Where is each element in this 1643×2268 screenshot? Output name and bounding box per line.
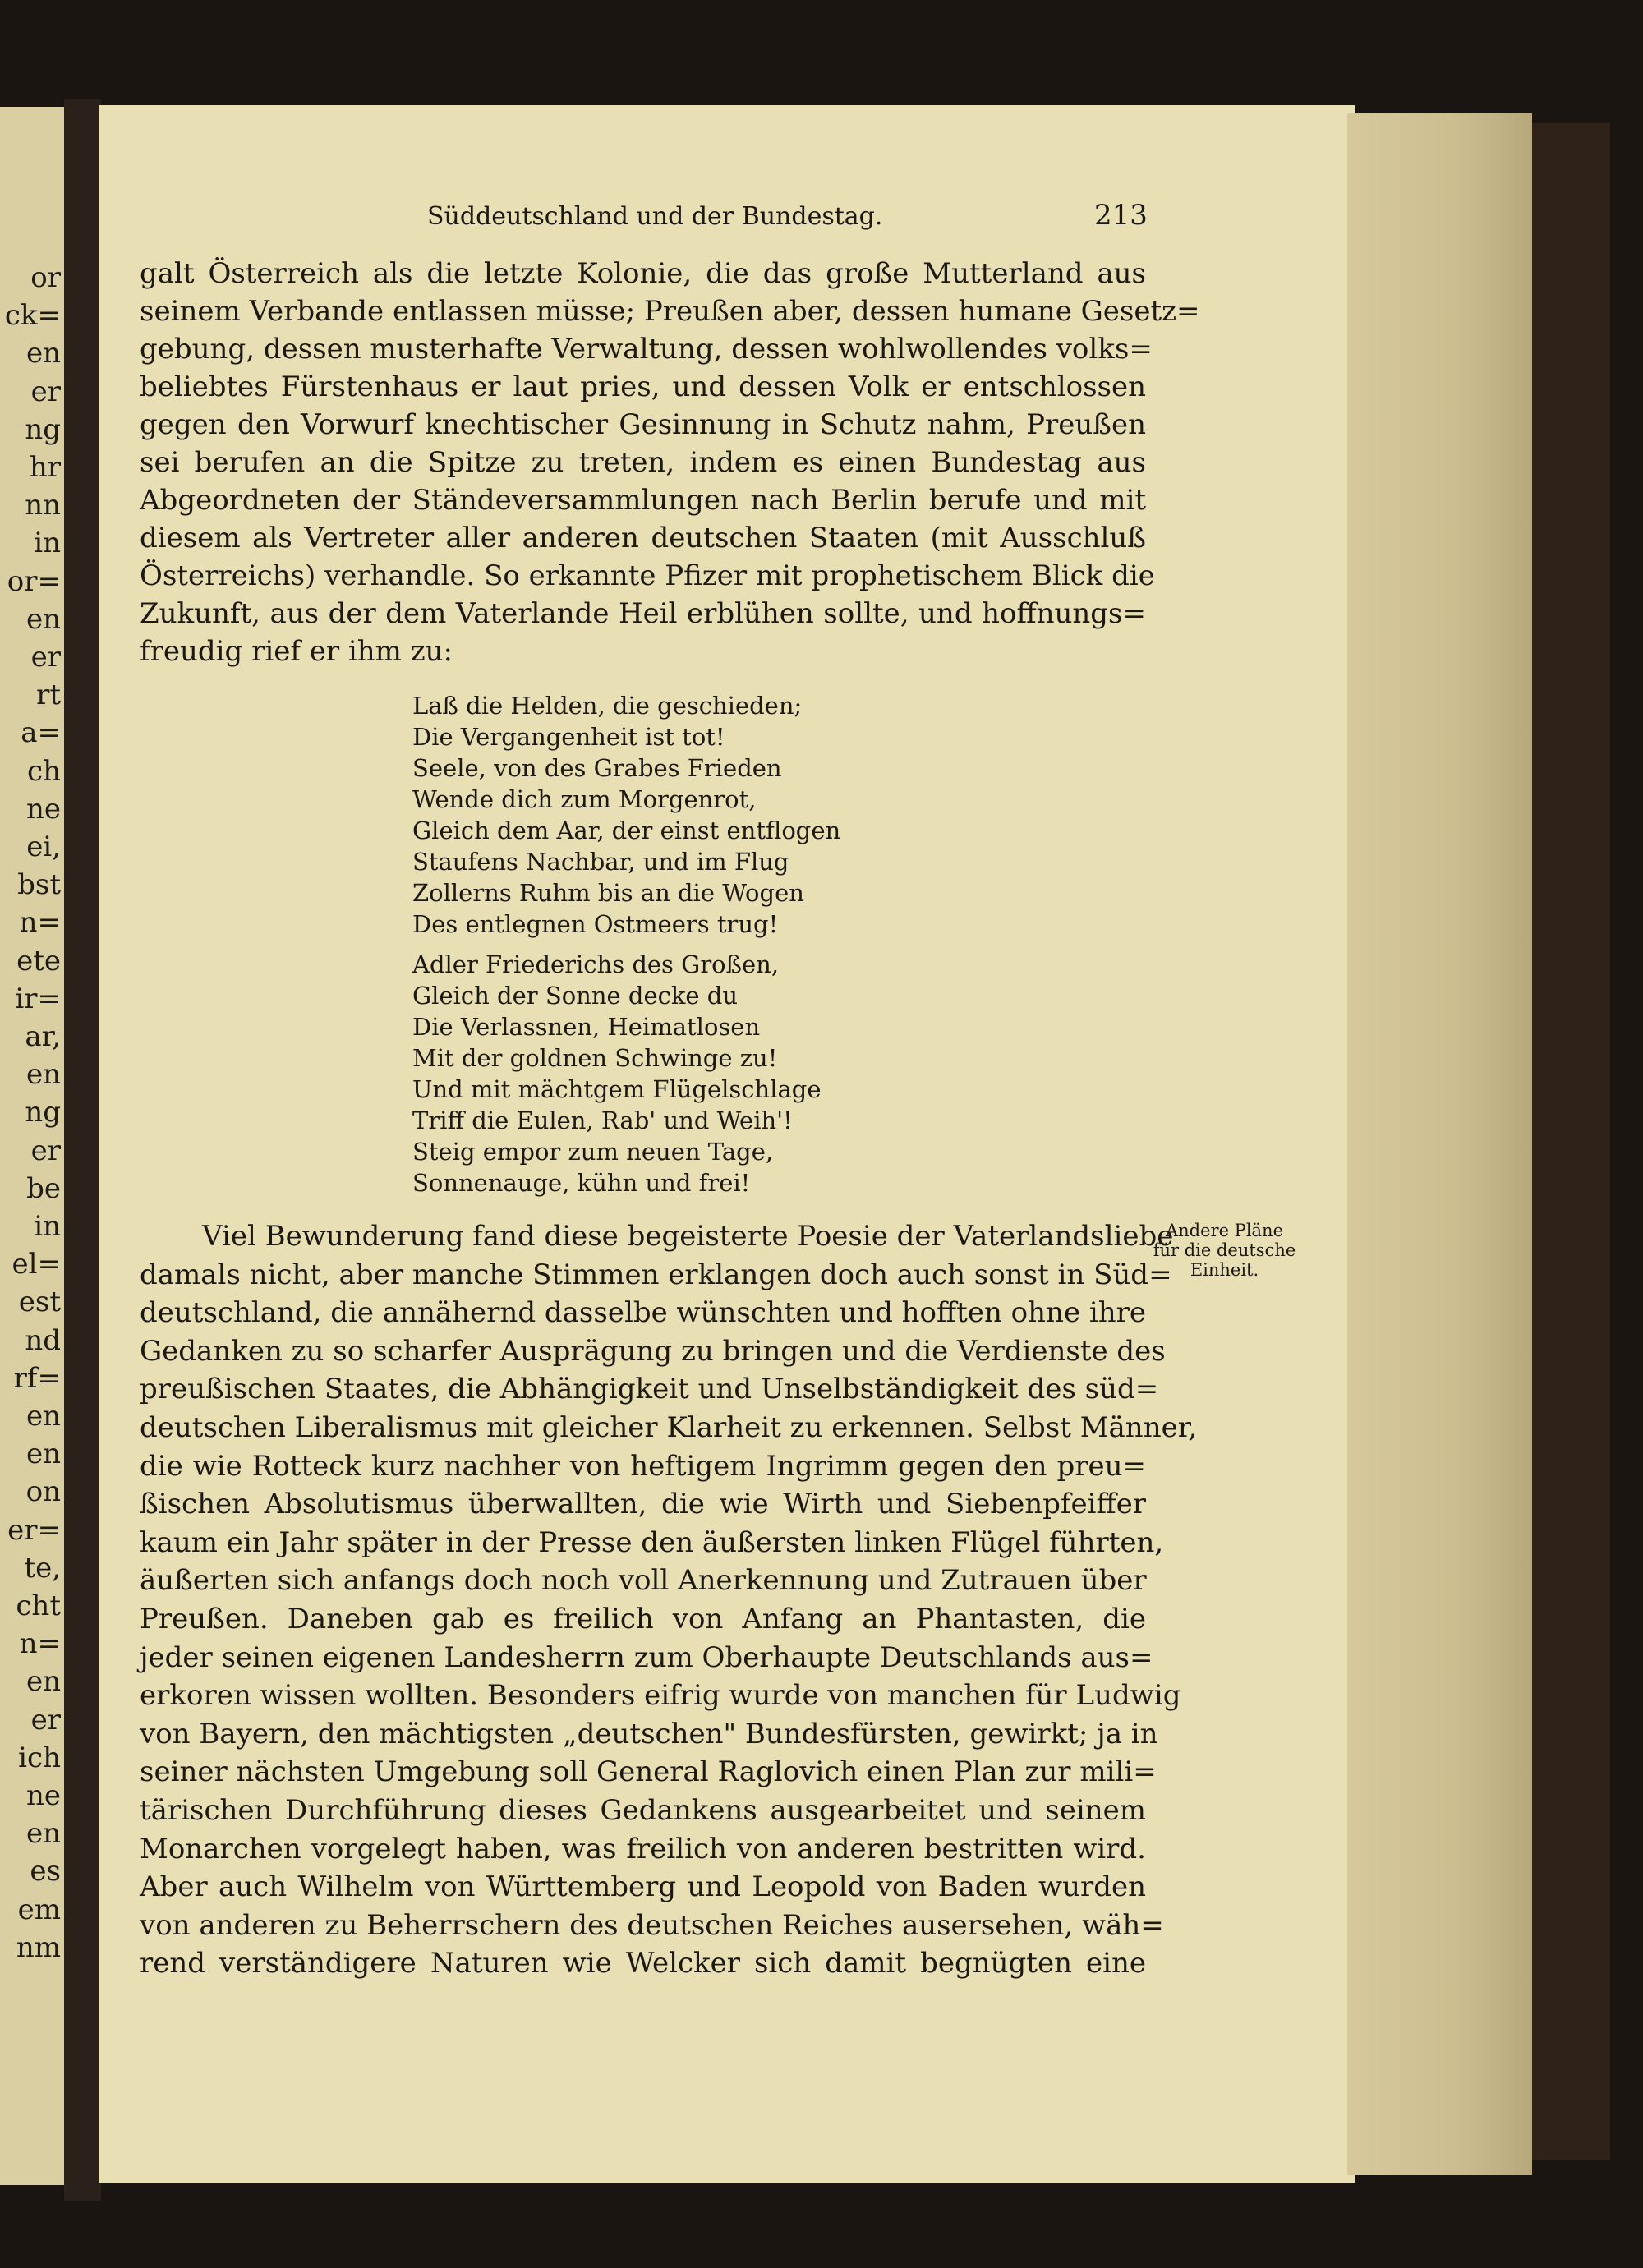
paragraph-line: kaum ein Jahr später in der Presse den äußersten linken Flügel führten,	[140, 1525, 1164, 1559]
left-page-text-fragment: er=	[7, 1513, 61, 1547]
paragraph-line: deutschland, die annähernd dasselbe wünschten und hofften ohne ihre	[140, 1296, 1147, 1330]
left-page-text-fragment: er	[30, 1134, 61, 1167]
left-page-text-fragment: ck=	[4, 299, 61, 333]
left-page-text-fragment: on	[25, 1475, 61, 1509]
poem-line: Laß die Helden, die geschieden;	[412, 692, 803, 720]
paragraph-line: Österreichs) verhandle. So erkannte Pfizer mit prophetischem Blick die	[140, 559, 1155, 592]
poem-line: Steig empor zum neuen Tage,	[412, 1138, 774, 1166]
left-page-text-fragment: ne	[25, 792, 61, 826]
paragraph-line: Abgeordneten der Ständeversammlungen nach Berlin berufe und mit	[140, 484, 1146, 517]
left-page-text-fragment: er	[30, 375, 61, 408]
paragraph-line: Viel Bewunderung fand diese begeisterte Poesie der Vaterlandsliebe	[202, 1220, 1174, 1253]
poem-line: Seele, von des Grabes Frieden	[412, 754, 782, 782]
paragraph-line: galt Österreich als die letzte Kolonie, die das große Mutterland aus	[140, 257, 1146, 290]
left-page-text-fragment: ch	[27, 754, 61, 788]
left-page-text-fragment: nm	[16, 1930, 61, 1964]
paragraph-line: gebung, dessen musterhafte Verwaltung, dessen wohlwollendes volks=	[140, 333, 1153, 366]
left-page-text-fragment: en	[25, 1438, 61, 1471]
running-title: Süddeutschland und der Bundestag.	[427, 202, 883, 231]
left-page-text-fragment: or	[30, 261, 61, 294]
margin-note-line: Andere Pläne	[1165, 1221, 1284, 1240]
poem-line: Und mit mächtgem Flügelschlage	[412, 1075, 822, 1103]
poem-line: Des entlegnen Ostmeers trug!	[412, 910, 779, 938]
margin-note-line: für die deutsche	[1153, 1240, 1296, 1260]
left-page-text-fragment: ich	[18, 1741, 61, 1774]
poem-line: Triff die Eulen, Rab' und Weih'!	[412, 1106, 793, 1134]
left-page-text-fragment: ir=	[15, 982, 61, 1015]
paragraph-line: Gedanken zu so scharfer Ausprägung zu bringen und die Verdienste des	[140, 1334, 1166, 1368]
left-page-edge	[0, 107, 64, 2185]
left-page-text-fragment: in	[34, 1210, 61, 1243]
book-cover-edge	[1532, 123, 1610, 2160]
paragraph-line: von Bayern, den mächtigsten „deutschen" Bundesfürsten, gewirkt; ja in	[140, 1717, 1158, 1750]
left-page-text-fragment: rf=	[13, 1361, 61, 1395]
paragraph-line: deutschen Liberalismus mit gleicher Klarheit zu erkennen. Selbst Männer,	[140, 1411, 1198, 1444]
page-stack-edges	[1347, 113, 1532, 2175]
left-page-text-fragment: en	[25, 337, 61, 370]
left-page-text-fragment: be	[26, 1171, 61, 1205]
left-page-text-fragment: cht	[16, 1589, 61, 1622]
poem-line: Die Verlassnen, Heimatlosen	[412, 1013, 761, 1041]
left-page-text-fragment: n=	[19, 906, 61, 940]
poem-line: Adler Friederichs des Großen,	[412, 950, 780, 978]
left-page-text-fragment: em	[17, 1893, 61, 1926]
left-page-text-fragment: en	[25, 1817, 61, 1851]
left-page-text-fragment: ete	[16, 944, 61, 978]
paragraph-line: äußerten sich anfangs doch noch voll Anerkennung und Zutrauen über	[140, 1564, 1147, 1598]
paragraph-line: sei berufen an die Spitze zu treten, indem es einen Bundestag aus	[140, 446, 1146, 479]
left-page-text-fragment: in	[34, 527, 61, 560]
left-page-text-fragment: el=	[12, 1248, 61, 1281]
left-page-text-fragment: or=	[7, 564, 61, 598]
left-page-text-fragment: ne	[25, 1779, 61, 1812]
paragraph-line: tärischen Durchführung dieses Gedankens ausgearbeitet und seinem	[140, 1794, 1146, 1827]
left-page-text-fragment: es	[30, 1855, 61, 1888]
left-page-text-fragment: en	[25, 1058, 61, 1092]
paragraph-line: damals nicht, aber manche Stimmen erklangen doch auch sonst in Süd=	[140, 1258, 1172, 1291]
poem-line: Staufens Nachbar, und im Flug	[412, 848, 789, 876]
margin-note	[1148, 1221, 1300, 1280]
left-page-text-fragment: ei,	[26, 830, 61, 863]
paragraph-line: Zukunft, aus der dem Vaterlande Heil erblühen sollte, und hoffnungs=	[140, 597, 1146, 630]
paragraph-line: beliebtes Fürstenhaus er laut pries, und dessen Volk er entschlossen	[140, 370, 1146, 403]
left-page-text-fragment: en	[25, 1665, 61, 1699]
paragraph-line: seinem Verbande entlassen müsse; Preußen aber, dessen humane Gesetz=	[140, 295, 1200, 328]
paragraph-line: preußischen Staates, die Abhängigkeit und Unselbständigkeit des süd=	[140, 1373, 1159, 1406]
paragraph-line: jeder seinen eigenen Landesherrn zum Oberhaupte Deutschlands aus=	[140, 1640, 1153, 1674]
left-page-text-fragment: n=	[19, 1627, 61, 1661]
poem-line: Sonnenauge, kühn und frei!	[412, 1169, 751, 1197]
left-page-text-fragment: a=	[21, 716, 61, 750]
left-page-text-fragment: nd	[25, 1323, 61, 1357]
left-page-text-fragment: er	[30, 641, 61, 674]
paragraph-line: freudig rief er ihm zu:	[140, 635, 453, 668]
paragraph-line: erkoren wissen wollten. Besonders eifrig wurde von manchen für Ludwig	[140, 1679, 1181, 1713]
left-page-text-fragment: est	[18, 1286, 61, 1319]
poem-line: Gleich dem Aar, der einst entflogen	[412, 817, 841, 844]
page-number: 213	[1094, 199, 1148, 232]
poem-line: Wende dich zum Morgenrot,	[412, 785, 757, 813]
left-page-text-fragment: en	[25, 1400, 61, 1433]
left-page-text-fragment: te,	[24, 1551, 61, 1585]
paragraph-line: diesem als Vertreter aller anderen deutschen Staaten (mit Ausschluß	[140, 522, 1146, 554]
left-page-text-fragment: bst	[17, 868, 61, 902]
left-page-text-fragment: rt	[36, 679, 61, 712]
left-page-text-fragment: ng	[25, 1096, 61, 1129]
paragraph-line: Monarchen vorgelegt haben, was freilich von anderen bestritten wird.	[140, 1832, 1146, 1865]
poem-line: Gleich der Sonne decke du	[412, 982, 739, 1010]
left-page-text-fragment: nn	[25, 489, 61, 522]
paragraph-line: gegen den Vorwurf knechtischer Gesinnung in Schutz nahm, Preußen	[140, 408, 1146, 441]
left-page-text-fragment: hr	[29, 451, 61, 484]
book-gutter	[64, 99, 101, 2201]
left-page-text-fragment: ng	[25, 412, 61, 446]
paragraph-line: Preußen. Daneben gab es freilich von Anfang an Phantasten, die	[140, 1603, 1146, 1635]
paragraph-line: seiner nächsten Umgebung soll General Raglovich einen Plan zur mili=	[140, 1755, 1157, 1789]
paragraph-line: die wie Rotteck kurz nachher von heftigem Ingrimm gegen den preu=	[140, 1449, 1146, 1483]
paragraph-line: von anderen zu Beherrschern des deutschen Reiches ausersehen, wäh=	[140, 1908, 1164, 1942]
left-page-text-fragment: en	[25, 602, 61, 636]
paragraph-line: ßischen Absolutismus überwallten, die wie Wirth und Siebenpfeiffer	[140, 1488, 1146, 1521]
margin-note-line: Einheit.	[1190, 1260, 1259, 1280]
poem-line: Die Vergangenheit ist tot!	[412, 723, 725, 751]
poem-line: Zollerns Ruhm bis an die Wogen	[412, 879, 804, 907]
poem-line: Mit der goldnen Schwinge zu!	[412, 1044, 778, 1072]
left-page-text-fragment: er	[30, 1703, 61, 1737]
paragraph-line: rend verständigere Naturen wie Welcker sich damit begnügten eine	[140, 1947, 1146, 1980]
left-page-text-fragment: ar,	[25, 1020, 61, 1053]
paragraph-line: Aber auch Wilhelm von Württemberg und Leopold von Baden wurden	[140, 1870, 1146, 1904]
